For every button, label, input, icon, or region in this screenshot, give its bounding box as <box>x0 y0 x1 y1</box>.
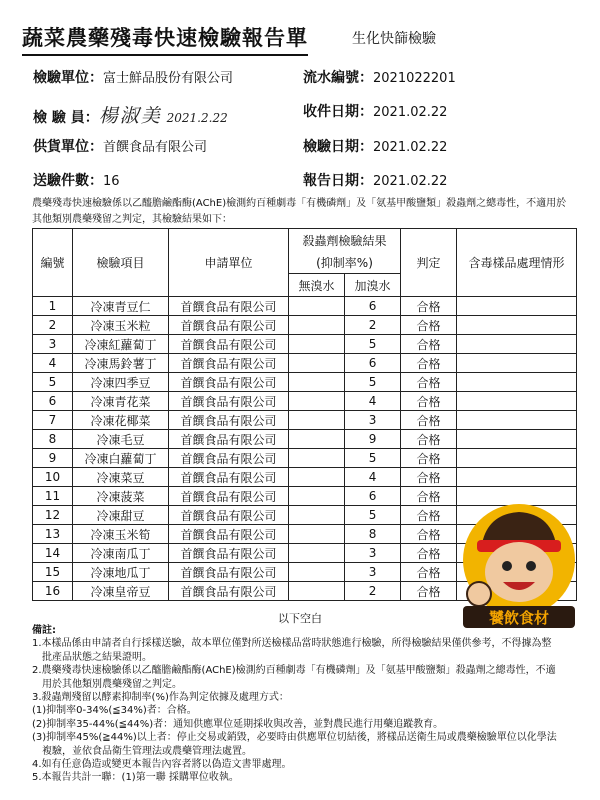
row-item-cell: 冷凍馬鈴薯丁 <box>73 354 169 373</box>
row-with-bromine-cell: 4 <box>345 392 401 411</box>
row-without-bromine-cell <box>289 506 345 525</box>
table-row <box>33 411 577 430</box>
supplier-label: 供貨單位： <box>33 139 103 155</box>
item-count-field <box>33 170 120 190</box>
mascot-fist <box>467 582 491 606</box>
table-row <box>33 297 577 316</box>
inspection-unit-label: 檢驗單位： <box>33 70 103 86</box>
row-judgement-cell: 合格 <box>401 525 457 544</box>
row-unit-cell: 首饌食品有限公司 <box>169 487 289 506</box>
table-row <box>33 468 577 487</box>
row-judgement-cell: 合格 <box>401 297 457 316</box>
row-judgement-cell: 合格 <box>401 373 457 392</box>
row-without-bromine-cell <box>289 297 345 316</box>
row-item-cell: 冷凍皇帝豆 <box>73 582 169 601</box>
row-without-bromine-cell <box>289 449 345 468</box>
row-unit-cell: 首饌食品有限公司 <box>169 392 289 411</box>
row-judgement-cell: 合格 <box>401 335 457 354</box>
row-judgement-cell: 合格 <box>401 506 457 525</box>
header-handling: 含毒樣品處理情形 <box>457 229 577 297</box>
row-judgement-cell: 合格 <box>401 316 457 335</box>
row-unit-cell: 首饌食品有限公司 <box>169 297 289 316</box>
row-judgement-cell: 合格 <box>401 468 457 487</box>
serial-no-value: 2021022201 <box>373 71 456 86</box>
row-handling-cell <box>457 316 577 335</box>
inspect-date-label: 檢驗日期： <box>303 139 373 155</box>
row-with-bromine-cell: 3 <box>345 411 401 430</box>
header-without-bromine: 無溴水 <box>289 274 345 297</box>
header-result-group: 殺蟲劑檢驗結果 <box>289 229 401 252</box>
row-unit-cell: 首饌食品有限公司 <box>169 430 289 449</box>
inspector-sign-date: 2021.2.22 <box>166 111 228 125</box>
row-handling-cell <box>457 430 577 449</box>
mascot-caption: 饕飲食材 <box>488 609 550 627</box>
row-no-cell: 8 <box>33 430 73 449</box>
row-no-cell: 12 <box>33 506 73 525</box>
inspector-label: 檢 驗 員： <box>33 110 99 126</box>
row-with-bromine-cell: 2 <box>345 316 401 335</box>
inspector-field <box>33 101 228 128</box>
row-without-bromine-cell <box>289 335 345 354</box>
inspect-date-value: 2021.02.22 <box>373 140 448 155</box>
row-no-cell: 3 <box>33 335 73 354</box>
header-inhibition: (抑制率%) <box>289 251 401 274</box>
row-with-bromine-cell: 4 <box>345 468 401 487</box>
table-row <box>33 354 577 373</box>
row-judgement-cell: 合格 <box>401 354 457 373</box>
row-without-bromine-cell <box>289 563 345 582</box>
row-without-bromine-cell <box>289 544 345 563</box>
row-item-cell: 冷凍玉米筍 <box>73 525 169 544</box>
row-no-cell: 5 <box>33 373 73 392</box>
report-subtitle: 生化快篩檢驗 <box>352 31 436 47</box>
row-item-cell: 冷凍地瓜丁 <box>73 563 169 582</box>
row-handling-cell <box>457 335 577 354</box>
item-count-label: 送驗件數： <box>33 173 103 189</box>
inspection-unit-field <box>33 67 233 87</box>
row-item-cell: 冷凍青花菜 <box>73 392 169 411</box>
note-line: 4.如有任意偽造或變更本報告內容者將以偽造文書罪處理。 <box>32 759 292 771</box>
supplier-value: 首饌食品有限公司 <box>103 140 208 155</box>
row-with-bromine-cell: 5 <box>345 335 401 354</box>
note-line: 批產品狀態之結果證明。 <box>32 651 152 663</box>
row-no-cell: 9 <box>33 449 73 468</box>
row-handling-cell <box>457 392 577 411</box>
row-no-cell: 6 <box>33 392 73 411</box>
row-judgement-cell: 合格 <box>401 582 457 601</box>
row-with-bromine-cell: 2 <box>345 582 401 601</box>
header-no: 編號 <box>33 229 73 297</box>
serial-no-field <box>303 67 456 87</box>
row-no-cell: 2 <box>33 316 73 335</box>
row-no-cell: 10 <box>33 468 73 487</box>
row-without-bromine-cell <box>289 316 345 335</box>
row-item-cell: 冷凍菜豆 <box>73 468 169 487</box>
header-unit: 申請單位 <box>169 229 289 297</box>
row-item-cell: 冷凍毛豆 <box>73 430 169 449</box>
row-item-cell: 冷凍青豆仁 <box>73 297 169 316</box>
row-judgement-cell: 合格 <box>401 411 457 430</box>
row-no-cell: 14 <box>33 544 73 563</box>
row-without-bromine-cell <box>289 582 345 601</box>
row-no-cell: 4 <box>33 354 73 373</box>
row-with-bromine-cell: 5 <box>345 506 401 525</box>
row-handling-cell <box>457 354 577 373</box>
row-unit-cell: 首饌食品有限公司 <box>169 373 289 392</box>
table-row <box>33 449 577 468</box>
row-item-cell: 冷凍南瓜丁 <box>73 544 169 563</box>
mascot-eye-right <box>526 561 536 571</box>
row-unit-cell: 首饌食品有限公司 <box>169 544 289 563</box>
item-count-value: 16 <box>103 174 120 189</box>
row-no-cell: 16 <box>33 582 73 601</box>
row-no-cell: 1 <box>33 297 73 316</box>
row-without-bromine-cell <box>289 525 345 544</box>
header-judgement: 判定 <box>401 229 457 297</box>
row-unit-cell: 首饌食品有限公司 <box>169 449 289 468</box>
row-with-bromine-cell: 5 <box>345 373 401 392</box>
supplier-field <box>33 136 207 156</box>
row-no-cell: 13 <box>33 525 73 544</box>
table-row <box>33 335 577 354</box>
row-handling-cell <box>457 468 577 487</box>
row-unit-cell: 首饌食品有限公司 <box>169 411 289 430</box>
row-without-bromine-cell <box>289 487 345 506</box>
note-line: 複驗，並依食品衛生管理法或農藥管理法處置。 <box>32 745 252 757</box>
row-with-bromine-cell: 6 <box>345 354 401 373</box>
row-no-cell: 7 <box>33 411 73 430</box>
table-row <box>33 392 577 411</box>
report-date-value: 2021.02.22 <box>373 174 448 189</box>
row-unit-cell: 首饌食品有限公司 <box>169 468 289 487</box>
serial-no-label: 流水編號： <box>303 70 373 86</box>
row-unit-cell: 首饌食品有限公司 <box>169 506 289 525</box>
row-handling-cell <box>457 373 577 392</box>
mascot-logo <box>455 500 581 632</box>
row-item-cell: 冷凍菠菜 <box>73 487 169 506</box>
note-line: (2)抑制率35-44%(≦44%)者：通知供應單位延期採收與改善，並對農民進行用藥追蹤教育。 <box>32 718 444 730</box>
note-line: 1.本樣品係由申請者自行採樣送驗，故本單位僅對所送檢樣品當時狀態進行檢驗，所得檢驗結果僅供參考，不得據為整 <box>32 638 552 650</box>
row-item-cell: 冷凍玉米粒 <box>73 316 169 335</box>
row-item-cell: 冷凍花椰菜 <box>73 411 169 430</box>
row-judgement-cell: 合格 <box>401 487 457 506</box>
intro-text: 農藥殘毒快速檢驗係以乙醯膽鹼酯酶(AChE)檢測約百種劇毒「有機磷劑」及「氨基甲酸鹽類」殺蟲劑之總毒性，不適用於其他類別農藥殘留之判定，其檢驗結果如下： <box>32 198 567 225</box>
receive-date-field <box>303 101 447 121</box>
row-without-bromine-cell <box>289 392 345 411</box>
mascot-eye-left <box>502 561 512 571</box>
notes-heading: 備註: <box>32 625 56 636</box>
row-no-cell: 11 <box>33 487 73 506</box>
row-handling-cell <box>457 411 577 430</box>
note-line: (3)抑制率45%(≧44%)以上者：停止交易或銷毀，必要時由供應單位切結後，將樣品送衛生局或農藥檢驗單位以化學法 <box>32 732 557 744</box>
row-handling-cell <box>457 449 577 468</box>
row-with-bromine-cell: 3 <box>345 563 401 582</box>
table-row <box>33 373 577 392</box>
header-with-bromine: 加溴水 <box>345 274 401 297</box>
note-line: 3.殺蟲劑殘留以酵素抑制率(%)作為判定依據及處理方式： <box>32 692 289 704</box>
row-unit-cell: 首饌食品有限公司 <box>169 525 289 544</box>
row-item-cell: 冷凍紅蘿蔔丁 <box>73 335 169 354</box>
row-without-bromine-cell <box>289 373 345 392</box>
blank-below-note: 以下空白 <box>278 612 322 625</box>
inspection-unit-value: 富士鮮品股份有限公司 <box>103 71 234 86</box>
row-item-cell: 冷凍甜豆 <box>73 506 169 525</box>
notes-section <box>32 624 580 785</box>
row-with-bromine-cell: 8 <box>345 525 401 544</box>
row-with-bromine-cell: 5 <box>345 449 401 468</box>
row-with-bromine-cell: 6 <box>345 487 401 506</box>
receive-date-value: 2021.02.22 <box>373 105 448 120</box>
row-without-bromine-cell <box>289 411 345 430</box>
row-unit-cell: 首饌食品有限公司 <box>169 582 289 601</box>
table-row <box>33 430 577 449</box>
inspector-signature: 楊淑美 <box>98 105 162 127</box>
note-line: (1)抑制率0-34%(≦34%)者：合格。 <box>32 705 197 717</box>
row-unit-cell: 首饌食品有限公司 <box>169 354 289 373</box>
report-date-field <box>303 170 447 190</box>
row-without-bromine-cell <box>289 430 345 449</box>
row-judgement-cell: 合格 <box>401 563 457 582</box>
row-without-bromine-cell <box>289 468 345 487</box>
notes-lines <box>32 637 580 784</box>
note-line: 5.本報告共計一聯：(1)第一聯 採購單位收執。 <box>32 772 239 784</box>
mascot-face <box>485 542 553 602</box>
row-item-cell: 冷凍四季豆 <box>73 373 169 392</box>
row-judgement-cell: 合格 <box>401 430 457 449</box>
row-without-bromine-cell <box>289 354 345 373</box>
header-item: 檢驗項目 <box>73 229 169 297</box>
note-line: 2.農藥殘毒快速檢驗係以乙醯膽鹼酯酶(AChE)檢測約百種劇毒「有機磷劑」及「氨基甲酸鹽類」殺蟲劑之總毒性，不適 <box>32 665 556 677</box>
row-judgement-cell: 合格 <box>401 544 457 563</box>
receive-date-label: 收件日期： <box>303 104 373 120</box>
note-line: 用於其他類別農藥殘留之判定。 <box>32 678 182 690</box>
table-row <box>33 316 577 335</box>
row-judgement-cell: 合格 <box>401 449 457 468</box>
row-with-bromine-cell: 3 <box>345 544 401 563</box>
row-no-cell: 15 <box>33 563 73 582</box>
row-with-bromine-cell: 6 <box>345 297 401 316</box>
report-title: 蔬菜農藥殘毒快速檢驗報告單 <box>22 22 308 56</box>
report-date-label: 報告日期： <box>303 173 373 189</box>
row-unit-cell: 首饌食品有限公司 <box>169 335 289 354</box>
inspect-date-field <box>303 136 447 156</box>
row-item-cell: 冷凍白蘿蔔丁 <box>73 449 169 468</box>
row-handling-cell <box>457 297 577 316</box>
row-unit-cell: 首饌食品有限公司 <box>169 316 289 335</box>
row-unit-cell: 首饌食品有限公司 <box>169 563 289 582</box>
row-judgement-cell: 合格 <box>401 392 457 411</box>
row-with-bromine-cell: 9 <box>345 430 401 449</box>
